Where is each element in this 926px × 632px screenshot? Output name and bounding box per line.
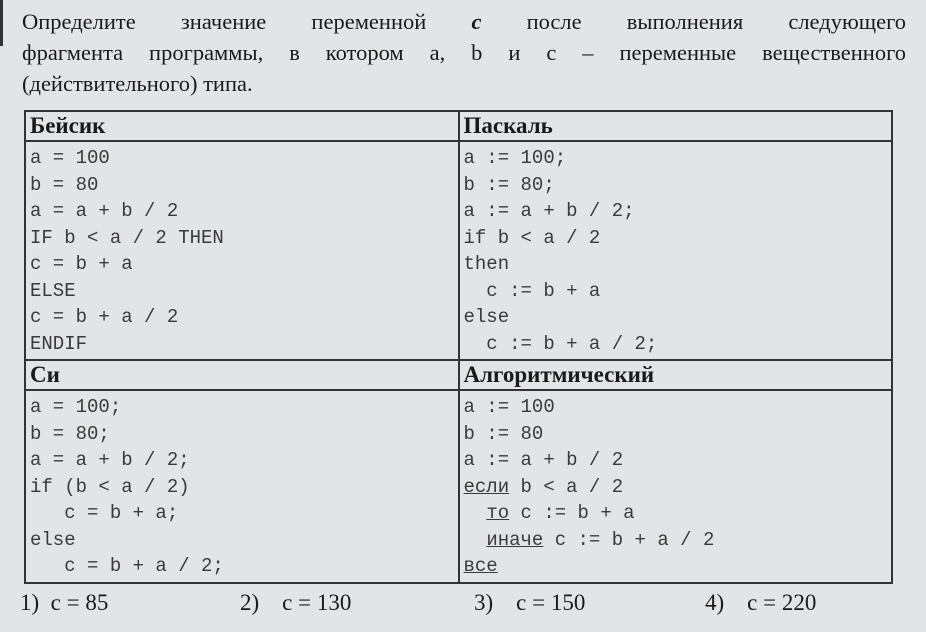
code-text: ELSE — [30, 279, 76, 302]
code-text: if (b < a / 2) — [30, 475, 190, 498]
code-text: a := 100 — [463, 396, 555, 418]
code-text: else — [30, 528, 76, 551]
answer-option-1: 1) c = 85 — [20, 590, 109, 615]
margin-bar — [0, 0, 3, 46]
code-text: b := 80 — [463, 422, 544, 445]
code-text: c := b + a / 2; — [463, 332, 658, 355]
code-line — [30, 447, 458, 474]
code-line — [464, 553, 892, 580]
code-line — [30, 500, 458, 527]
question-text-part: после выполнения следующего — [481, 9, 906, 34]
block-title: Паскаль — [459, 111, 893, 141]
code-line — [30, 198, 458, 225]
code-cell-c — [25, 390, 459, 583]
answer-option-3: 3) c = 150 — [474, 590, 586, 615]
code-text: ENDIF — [30, 332, 88, 355]
code-cell-algorithmic — [459, 390, 893, 583]
code-line — [30, 225, 458, 252]
code-line — [464, 527, 892, 554]
code-text: a = 100; — [30, 396, 122, 418]
code-indent — [464, 502, 487, 524]
code-line — [30, 527, 458, 554]
question-text-part: Определите значение переменной — [22, 9, 472, 34]
code-line — [30, 553, 458, 580]
code-line — [464, 447, 892, 474]
block-title: Си — [25, 360, 459, 390]
code-cell-pascal — [459, 141, 893, 360]
code-indent — [464, 529, 487, 551]
block-title: Алгоритмический — [459, 360, 893, 390]
code-line — [464, 251, 892, 278]
code-line — [464, 225, 892, 252]
code-text: a := a + b / 2 — [463, 449, 624, 471]
code-line — [464, 198, 892, 225]
code-line — [30, 172, 458, 199]
question-text — [22, 6, 906, 99]
code-line — [464, 474, 892, 501]
code-line — [30, 251, 458, 278]
code-line — [464, 304, 892, 331]
code-text: c := b + a — [463, 279, 601, 302]
code-text: a = a + b / 2 — [30, 200, 179, 222]
code-line — [464, 394, 892, 421]
code-line — [464, 421, 892, 448]
code-line — [464, 500, 892, 527]
code-line — [30, 145, 458, 172]
code-text: then — [463, 253, 510, 275]
code-text: a = 100 — [30, 147, 110, 169]
code-line — [30, 394, 458, 421]
keyword: если — [463, 475, 510, 498]
code-text: c = b + a / 2 — [30, 306, 179, 328]
code-text: b < a / 2 — [509, 475, 624, 498]
question-line-3: (действительного) типа. — [22, 71, 253, 96]
answer-option-4: 4) c = 220 — [705, 590, 817, 615]
code-text: if b < a / 2 — [463, 226, 601, 249]
block-title: Бейсик — [25, 111, 459, 141]
answer-option-2: 2) c = 130 — [240, 590, 352, 615]
code-line — [464, 145, 892, 172]
code-text: b := 80; — [463, 173, 555, 196]
code-line — [464, 172, 892, 199]
code-line — [30, 304, 458, 331]
code-text: c := b + a — [509, 502, 635, 524]
code-text: b = 80 — [30, 173, 99, 196]
code-line — [30, 331, 458, 358]
code-text: a = a + b / 2; — [30, 449, 190, 471]
code-line — [464, 331, 892, 358]
code-text: IF b < a / 2 THEN — [30, 226, 224, 249]
code-text: a := 100; — [463, 147, 567, 169]
variable-c: c — [471, 9, 482, 34]
code-text: else — [463, 306, 510, 328]
code-line — [30, 278, 458, 305]
code-text: c = b + a — [30, 253, 133, 275]
code-text: c := b + a / 2 — [543, 528, 715, 551]
code-text: b = 80; — [30, 422, 110, 445]
code-text: c = b + a / 2; — [30, 555, 224, 577]
question-line-1 — [22, 6, 906, 37]
keyword: иначе — [486, 528, 544, 551]
question-line-2: фрагмента программы, в котором a, b и c – переменные вещественного — [22, 40, 906, 65]
code-cell-basic — [25, 141, 459, 360]
code-text: a := a + b / 2; — [463, 200, 635, 222]
code-line — [30, 474, 458, 501]
code-line — [30, 421, 458, 448]
keyword: все — [463, 555, 498, 577]
code-text: c = b + a; — [30, 502, 179, 524]
keyword: то — [486, 502, 510, 524]
code-table — [24, 110, 893, 584]
code-line — [464, 278, 892, 305]
